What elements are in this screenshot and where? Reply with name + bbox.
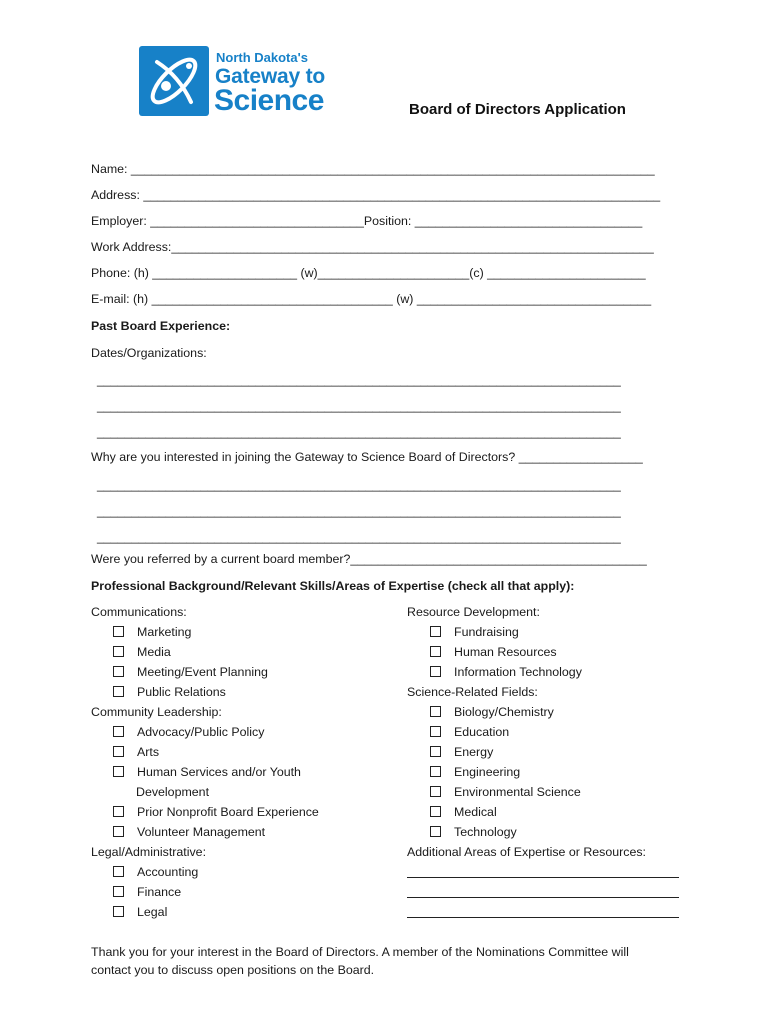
checkbox-icon[interactable] [113,626,124,637]
checkbox-icon[interactable] [113,866,124,877]
past-board-heading: Past Board Experience: [91,319,231,333]
communications-label: Communications: [91,605,187,619]
why-blank-2[interactable]: ____________________________________________________________________________ [97,504,621,518]
checkbox-icon[interactable] [430,726,441,737]
checkbox-icon[interactable] [113,646,124,657]
checkbox-advocacy[interactable]: Advocacy/Public Policy [113,725,264,739]
checkbox-finance[interactable]: Finance [113,885,181,899]
phone-field[interactable]: Phone: (h) _____________________ (w)______________________(c) _______________________ [91,266,646,280]
checkbox-icon[interactable] [430,666,441,677]
checkbox-icon[interactable] [430,826,441,837]
email-field[interactable]: E-mail: (h) ___________________________________ (w) __________________________________ [91,292,652,306]
past-board-blank-2[interactable]: ____________________________________________________________________________ [97,399,621,413]
checkbox-icon[interactable] [430,766,441,777]
checkbox-volunteer-management[interactable]: Volunteer Management [113,825,265,839]
checkbox-icon[interactable] [430,806,441,817]
checkbox-meeting-event-planning[interactable]: Meeting/Event Planning [113,665,268,679]
name-field[interactable]: Name: ____________________________________________________________________________ [91,162,655,176]
checkbox-accounting[interactable]: Accounting [113,865,198,879]
logo-line-2: Gateway to [215,65,326,88]
additional-blank-1[interactable] [407,877,679,878]
address-field[interactable]: Address: ___________________________________________________________________________ [91,188,661,202]
checkbox-arts[interactable]: Arts [113,745,159,759]
checkbox-icon[interactable] [113,666,124,677]
additional-blank-2[interactable] [407,897,679,898]
referred-field[interactable]: Were you referred by a current board member?___________________________________________ [91,552,647,566]
checkbox-information-technology[interactable]: Information Technology [430,665,582,679]
checkbox-media[interactable]: Media [113,645,171,659]
checkbox-technology[interactable]: Technology [430,825,517,839]
checkbox-icon[interactable] [113,686,124,697]
past-board-blank-1[interactable]: ____________________________________________________________________________ [97,373,621,387]
checkbox-public-relations[interactable]: Public Relations [113,685,226,699]
logo-line-1: North Dakota's [216,50,308,65]
checkbox-icon[interactable] [430,786,441,797]
page-title: Board of Directors Application [409,101,626,118]
checkbox-legal[interactable]: Legal [113,905,167,919]
checkbox-education[interactable]: Education [430,725,509,739]
checkbox-icon[interactable] [430,646,441,657]
work-address-field[interactable]: Work Address:______________________________________________________________________ [91,240,654,254]
checkbox-icon[interactable] [113,886,124,897]
background-heading: Professional Background/Relevant Skills/Areas of Expertise (check all that apply): [91,579,575,593]
checkbox-icon[interactable] [113,906,124,917]
checkbox-icon[interactable] [430,626,441,637]
checkbox-icon[interactable] [113,726,124,737]
checkbox-icon[interactable] [113,826,124,837]
dates-organizations-label: Dates/Organizations: [91,346,207,360]
checkbox-biology-chemistry[interactable]: Biology/Chemistry [430,705,554,719]
checkbox-human-resources[interactable]: Human Resources [430,645,557,659]
gateway-to-science-logo [139,46,329,118]
checkbox-fundraising[interactable]: Fundraising [430,625,519,639]
checkbox-icon[interactable] [430,706,441,717]
why-interested-question[interactable]: Why are you interested in joining the Gateway to Science Board of Directors? __________________ [91,450,643,464]
checkbox-human-services[interactable]: Human Services and/or Youth [113,765,301,779]
checkbox-icon[interactable] [113,806,124,817]
checkbox-marketing[interactable]: Marketing [113,625,191,639]
checkbox-energy[interactable]: Energy [430,745,493,759]
additional-blank-3[interactable] [407,917,679,918]
resource-development-label: Resource Development: [407,605,540,619]
logo-line-3: Science [214,84,324,117]
human-services-continuation: Development [136,785,210,799]
checkbox-icon[interactable] [430,746,441,757]
closing-line-1: Thank you for your interest in the Board of Directors. A member of the Nominations Committee will [91,945,629,959]
community-leadership-label: Community Leadership: [91,705,222,719]
additional-areas-label: Additional Areas of Expertise or Resources: [407,845,646,859]
checkbox-prior-nonprofit-board[interactable]: Prior Nonprofit Board Experience [113,805,319,819]
checkbox-environmental-science[interactable]: Environmental Science [430,785,581,799]
past-board-blank-3[interactable]: ____________________________________________________________________________ [97,425,621,439]
checkbox-engineering[interactable]: Engineering [430,765,520,779]
employer-position-field[interactable]: Employer: _______________________________Position: _________________________________ [91,214,643,228]
checkbox-icon[interactable] [113,766,124,777]
science-fields-label: Science-Related Fields: [407,685,538,699]
atom-logo-icon [139,46,209,116]
why-blank-3[interactable]: ____________________________________________________________________________ [97,530,621,544]
checkbox-icon[interactable] [113,746,124,757]
closing-line-2: contact you to discuss open positions on the Board. [91,963,375,977]
checkbox-medical[interactable]: Medical [430,805,497,819]
legal-administrative-label: Legal/Administrative: [91,845,207,859]
why-blank-1[interactable]: ____________________________________________________________________________ [97,478,621,492]
